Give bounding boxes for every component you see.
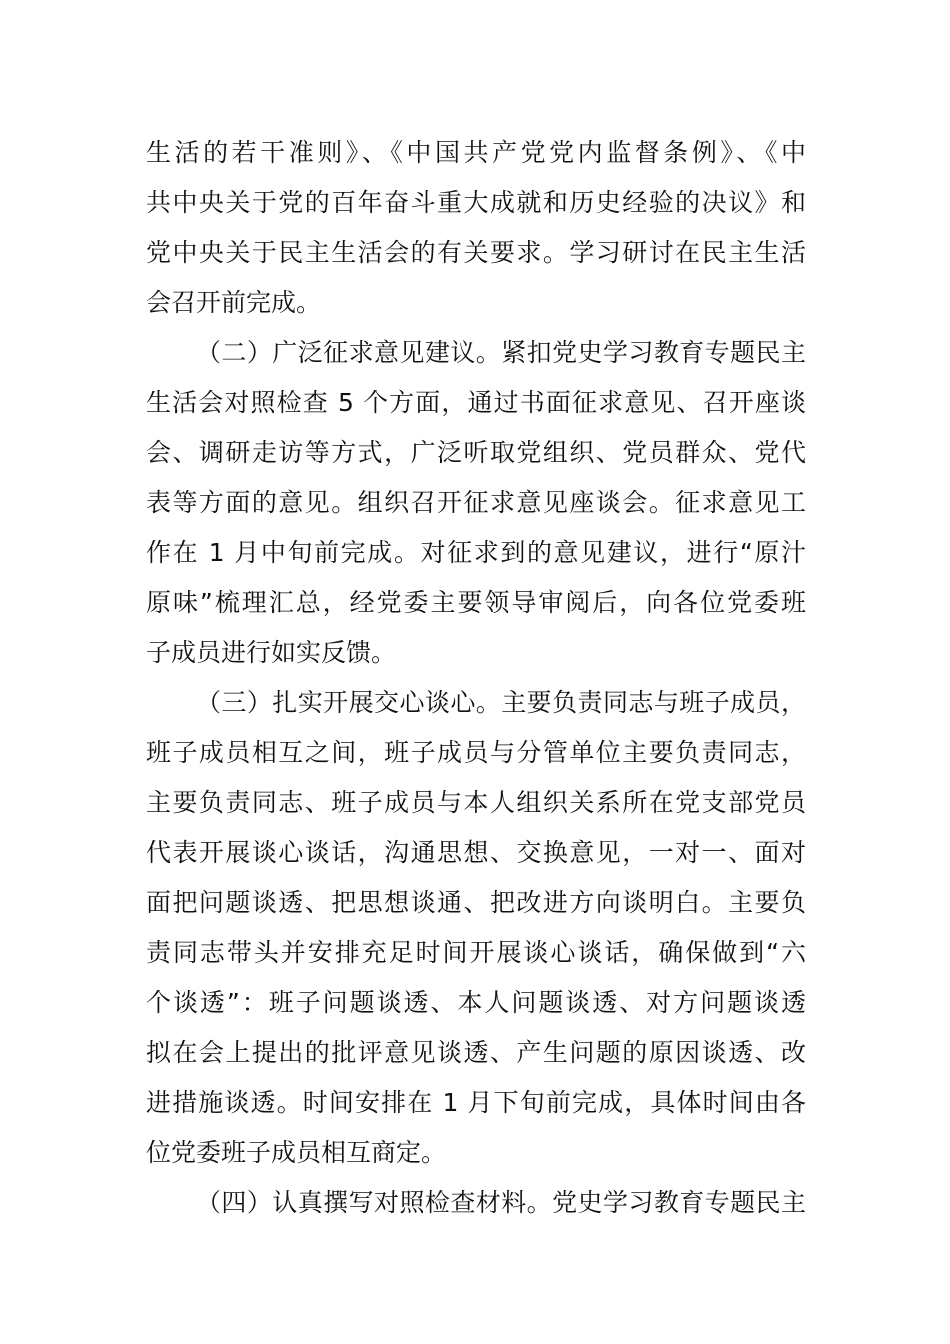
text-line: 面把问题谈透、把思想谈通、把改进方向谈明白。主要负 (146, 888, 806, 917)
text-line: 子成员进行如实反馈。 (146, 638, 397, 667)
paragraph-self-examination (146, 1178, 806, 1228)
document-body (146, 128, 806, 1228)
text-line: 表等方面的意见。组织召开征求意见座谈会。征求意见工 (146, 488, 806, 517)
text-line: 主要负责同志、班子成员与本人组织关系所在党支部党员 (146, 788, 806, 817)
text-line: 个谈透”：班子问题谈透、本人问题谈透、对方问题谈透 (146, 988, 806, 1017)
text-line: 生活的若干准则》、《中国共产党党内监督条例》、《中 (146, 138, 806, 167)
text-line: 会召开前完成。 (146, 288, 322, 317)
text-line: 班子成员相互之间，班子成员与分管单位主要负责同志， (146, 738, 806, 767)
text-line: 代表开展谈心谈话，沟通思想、交换意见，一对一、面对 (146, 838, 806, 867)
text-line: 作在 1 月中旬前完成。对征求到的意见建议，进行“原汁 (146, 538, 806, 567)
text-line: 位党委班子成员相互商定。 (146, 1138, 447, 1167)
text-line: 生活会对照检查 5 个方面，通过书面征求意见、召开座谈 (146, 388, 806, 417)
text-line: 共中央关于党的百年奋斗重大成就和历史经验的决议》和 (146, 188, 806, 217)
paragraph-study-requirements (146, 128, 806, 328)
text-line: （三）扎实开展交心谈心。主要负责同志与班子成员， (196, 688, 806, 717)
text-line: 会、调研走访等方式，广泛听取党组织、党员群众、党代 (146, 438, 806, 467)
text-line: （四）认真撰写对照检查材料。党史学习教育专题民主 (196, 1188, 806, 1217)
paragraph-heart-to-heart-talks (146, 678, 806, 1178)
text-line: 拟在会上提出的批评意见谈透、产生问题的原因谈透、改 (146, 1038, 806, 1067)
text-line: 进措施谈透。时间安排在 1 月下旬前完成，具体时间由各 (146, 1088, 806, 1117)
text-line: 责同志带头并安排充足时间开展谈心谈话，确保做到“六 (146, 938, 806, 967)
text-line: 党中央关于民主生活会的有关要求。学习研讨在民主生活 (146, 238, 806, 267)
text-line: 原味”梳理汇总，经党委主要领导审阅后，向各位党委班 (146, 588, 806, 617)
paragraph-solicit-opinions (146, 328, 806, 678)
text-line: （二）广泛征求意见建议。紧扣党史学习教育专题民主 (196, 338, 806, 367)
